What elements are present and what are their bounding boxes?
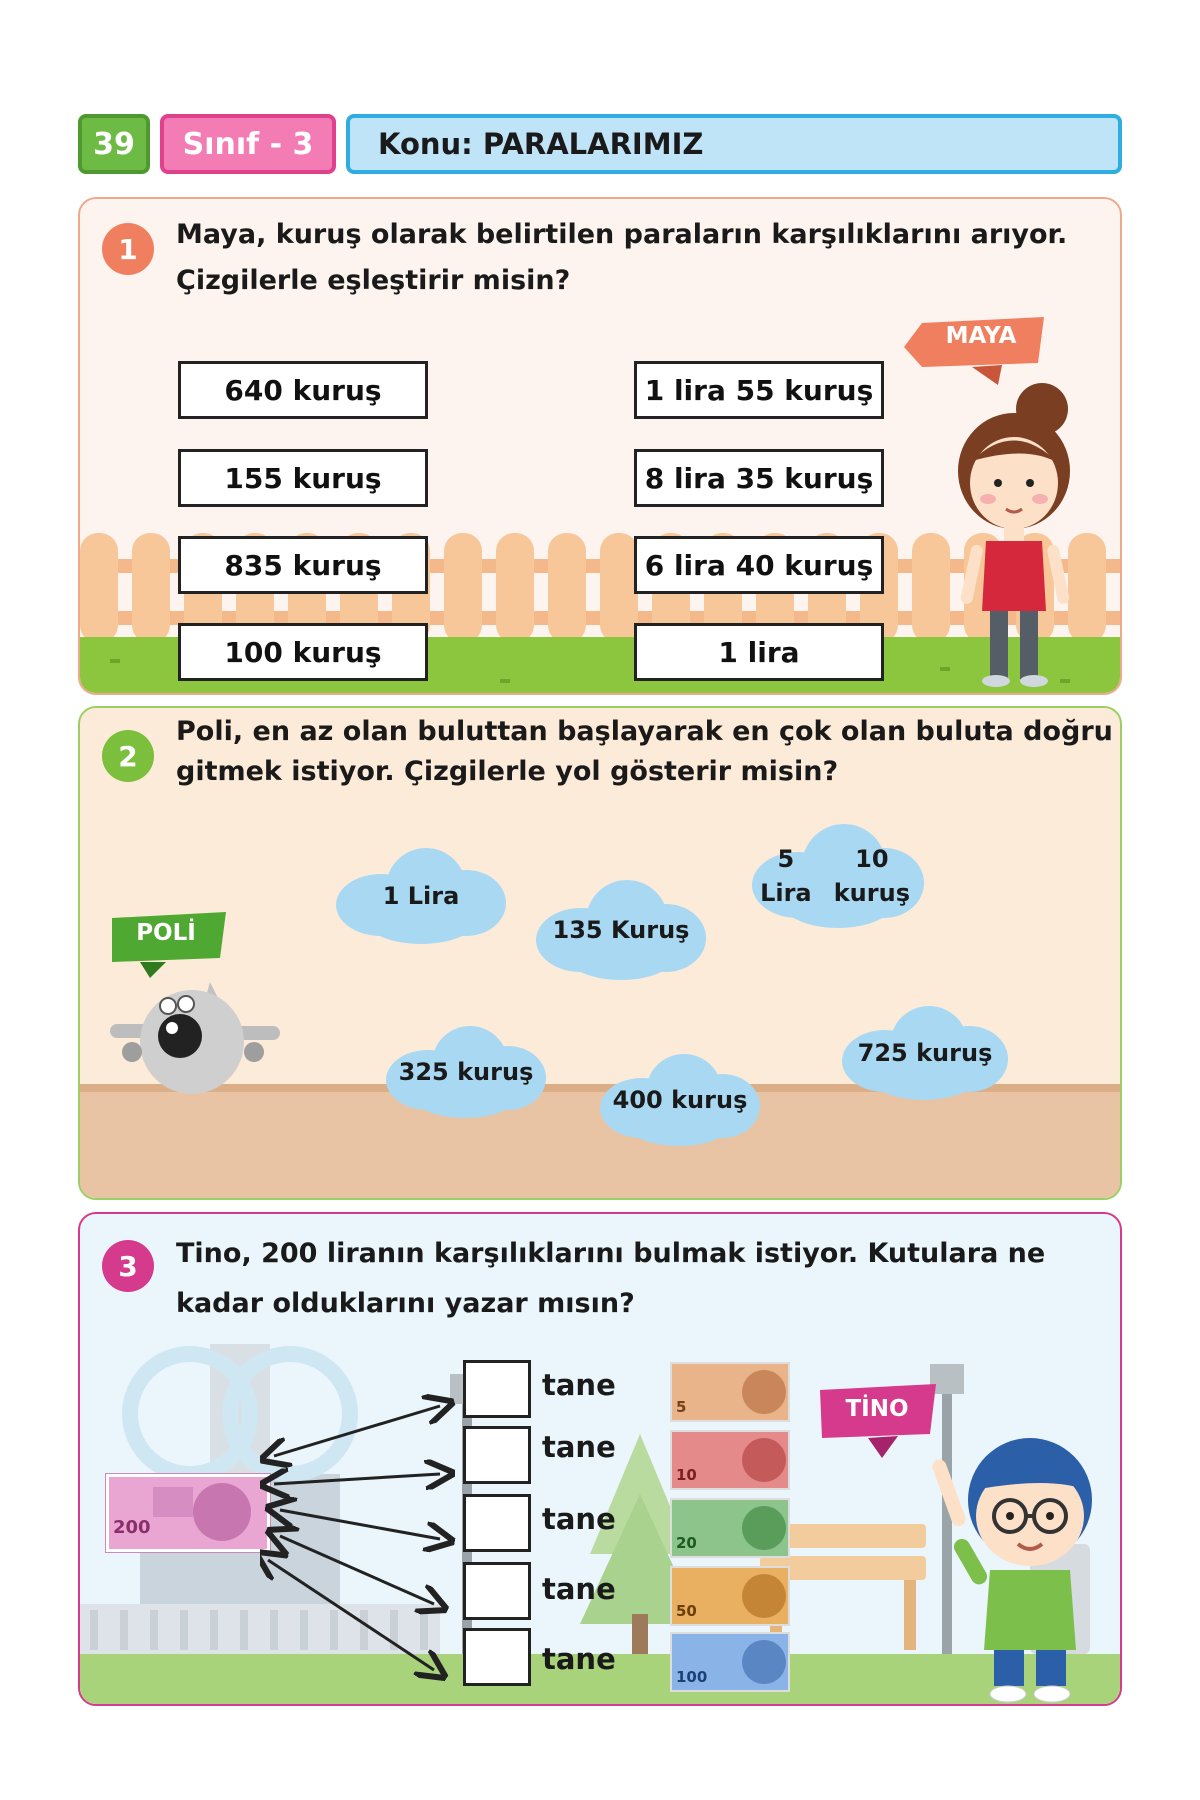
question-2-text-line1: Poli, en az olan buluttan başlayarak en çok olan buluta doğru — [176, 716, 1113, 747]
cloud-400-kurus[interactable] — [600, 1054, 760, 1146]
note-10-value: 10 — [676, 1466, 697, 1484]
tane-label-3: tane — [542, 1502, 616, 1536]
cloud-325-kurus[interactable] — [386, 1026, 546, 1118]
note-5-value: 5 — [676, 1398, 687, 1416]
note-20-value: 20 — [676, 1534, 697, 1552]
answer-box-100[interactable] — [463, 1628, 531, 1686]
cloud-5-lira-10-kurus[interactable] — [752, 824, 924, 928]
cloud-3-label-line1: 5 Lira — [760, 845, 812, 907]
banknote-10-lira — [670, 1430, 790, 1490]
tino-character-illustration — [930, 1420, 1100, 1706]
left-item-155[interactable]: 155 kuruş — [178, 449, 428, 507]
right-item-8-lira-35[interactable]: 8 lira 35 kuruş — [634, 449, 884, 507]
tino-name-label: TİNO — [845, 1396, 909, 1422]
banknote-100-lira — [670, 1632, 790, 1692]
maya-character-illustration — [950, 379, 1090, 689]
question-1-number: 1 — [102, 223, 154, 275]
cloud-135-kurus[interactable] — [536, 880, 706, 980]
cloud-3-label — [752, 824, 924, 928]
cloud-2-label: 135 Kuruş — [552, 916, 690, 944]
question-3-text-line1: Tino, 200 liranın karşılıklarını bulmak istiyor. Kutulara ne — [176, 1238, 1046, 1269]
portrait-shape — [742, 1438, 786, 1482]
tane-label-2: tane — [542, 1430, 616, 1464]
banknote-5-lira — [670, 1362, 790, 1422]
cloud-6-label: 725 kuruş — [857, 1039, 993, 1067]
cloud-3-label-line2: 10 kuruş — [833, 845, 910, 907]
question-3-number: 3 — [102, 1240, 154, 1292]
portrait-shape — [742, 1506, 786, 1550]
maya-name-label: MAYA — [945, 323, 1017, 349]
cloud-1-label: 1 Lira — [382, 882, 460, 910]
answer-box-20[interactable] — [463, 1494, 531, 1552]
note-50-value: 50 — [676, 1602, 697, 1620]
cloud-1-lira[interactable] — [336, 848, 506, 944]
note-100-value: 100 — [676, 1668, 708, 1686]
topic-title-bar: Konu: PARALARIMIZ — [346, 114, 1122, 174]
cloud-4-label: 325 kuruş — [398, 1058, 534, 1086]
left-item-835[interactable]: 835 kuruş — [178, 536, 428, 594]
right-item-1-lira[interactable]: 1 lira — [634, 623, 884, 681]
portrait-shape — [742, 1574, 786, 1618]
tane-label-4: tane — [542, 1572, 616, 1606]
class-label-badge: Sınıf - 3 — [160, 114, 336, 174]
tino-flag-banner — [818, 1382, 938, 1464]
question-3-text-line2: kadar olduklarını yazar mısın? — [176, 1288, 635, 1319]
tane-label-1: tane — [542, 1368, 616, 1402]
banknote-20-lira — [670, 1498, 790, 1558]
page-number-badge: 39 — [78, 114, 150, 174]
portrait-shape — [193, 1483, 251, 1541]
right-item-1-lira-55[interactable]: 1 lira 55 kuruş — [634, 361, 884, 419]
question-2-card — [78, 706, 1122, 1200]
banknote-50-lira — [670, 1566, 790, 1626]
connection-arrows — [260, 1364, 460, 1694]
question-3-card — [78, 1212, 1122, 1706]
left-item-640[interactable]: 640 kuruş — [178, 361, 428, 419]
answer-box-10[interactable] — [463, 1426, 531, 1484]
banknote-200-lira — [106, 1474, 270, 1552]
main-note-value: 200 — [113, 1517, 151, 1538]
question-1-text-line2: Çizgilerle eşleştirir misin? — [176, 265, 571, 296]
left-item-100[interactable]: 100 kuruş — [178, 623, 428, 681]
note-denomination-block — [153, 1487, 193, 1517]
tane-label-5: tane — [542, 1642, 616, 1676]
poli-plane-illustration — [110, 980, 280, 1100]
question-2-number: 2 — [102, 730, 154, 782]
question-1-card — [78, 197, 1122, 695]
cloud-5-label: 400 kuruş — [612, 1086, 748, 1114]
question-1-text-line1: Maya, kuruş olarak belirtilen paraların karşılıklarını arıyor. — [176, 219, 1068, 250]
cloud-725-kurus[interactable] — [842, 1006, 1008, 1100]
answer-box-5[interactable] — [463, 1360, 531, 1418]
portrait-shape — [742, 1370, 786, 1414]
portrait-shape — [742, 1640, 786, 1684]
question-2-text-line2: gitmek istiyor. Çizgilerle yol gösterir misin? — [176, 756, 839, 787]
answer-box-50[interactable] — [463, 1562, 531, 1620]
right-item-6-lira-40[interactable]: 6 lira 40 kuruş — [634, 536, 884, 594]
poli-name-label: POLİ — [136, 920, 196, 946]
